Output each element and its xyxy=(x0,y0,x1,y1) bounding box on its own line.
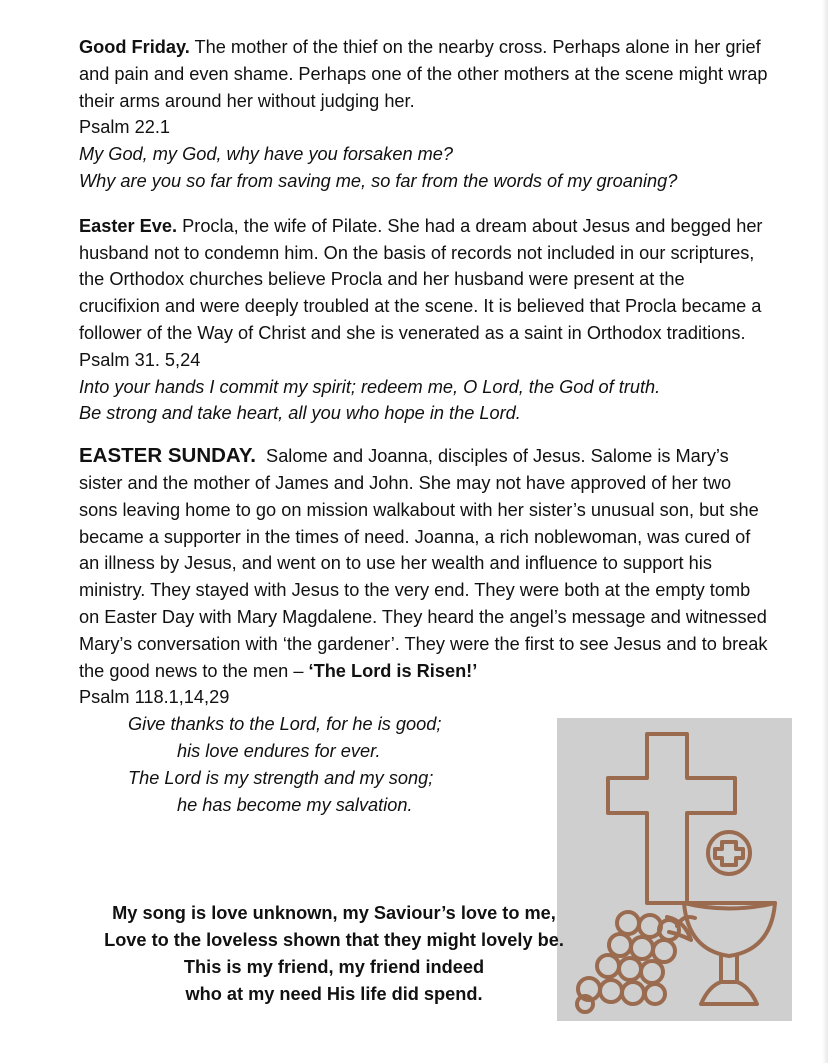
easter-sunday-heading: EASTER SUNDAY. xyxy=(79,444,256,468)
good-friday-verse-1: My God, my God, why have you forsaken me? xyxy=(79,144,454,165)
easter-eve-heading: Easter Eve. xyxy=(79,215,178,236)
easter-sunday-verse-3: The Lord is my strength and my song; xyxy=(128,767,434,788)
easter-sunday-text: Salome and Joanna, disciples of Jesus. Salome is Mary’s sister and the mother of James and John. She may not have approved of her two sons leaving home to go on mission walkabout with her sister’s unusual son, but she became a supporter in the times of need. Joanna, a rich noblewoman, was cured of an illness by Jesus, and went on to use her wealth and influence to support his ministry. They stayed with Jesus to the very end. They were both at the empty tomb on Easter Day with Mary Magdalene. They heard the angel’s message and witnessed Mary’s conversation with ‘the gardener’. They were the first to see Jesus and to break the good news to the men – xyxy=(79,446,773,681)
good-friday-verse-2: Why are you so far from saving me, so far from the words of my groaning? xyxy=(79,170,678,191)
easter-sunday-psalm-ref: Psalm 118.1,14,29 xyxy=(79,687,230,708)
hymn-line-2: Love to the loveless shown that they might lovely be. xyxy=(104,930,564,950)
easter-eve-paragraph xyxy=(79,213,769,347)
easter-sunday-paragraph xyxy=(79,443,773,684)
page-edge xyxy=(822,0,828,1063)
page-content xyxy=(79,34,773,818)
good-friday-heading: Good Friday. xyxy=(79,37,190,57)
easter-eve-psalm-ref: Psalm 31. 5,24 xyxy=(79,349,201,370)
good-friday-section xyxy=(79,34,769,195)
easter-eve-verse-2: Be strong and take heart, all you who hope in the Lord. xyxy=(79,403,521,424)
easter-sunday-verse-1: Give thanks to the Lord, for he is good; xyxy=(128,714,442,735)
good-friday-text: The mother of the thief on the nearby cross. Perhaps alone in her grief and pain and even shame. Perhaps one of the other mothers at the scene might wrap their arms around her without judging her. xyxy=(79,37,768,111)
easter-eve-verse-1: Into your hands I commit my spirit; redeem me, O Lord, the God of truth. xyxy=(79,376,661,397)
hymn-line-4: who at my need His life did spend. xyxy=(185,984,483,1004)
easter-proclamation: ‘The Lord is Risen!’ xyxy=(308,660,478,681)
good-friday-paragraph xyxy=(79,34,769,114)
hymn-line-3: This is my friend, my friend indeed xyxy=(183,957,485,977)
easter-sunday-verse-2: his love endures for ever. xyxy=(177,740,381,761)
good-friday-psalm-ref: Psalm 22.1 xyxy=(79,117,170,138)
easter-sunday-section xyxy=(79,443,773,818)
easter-sunday-verse-4: he has become my salvation. xyxy=(177,794,413,815)
hymn-verse xyxy=(79,900,589,1008)
hymn-line-1: My song is love unknown, my Saviour’s love to me, xyxy=(112,903,556,923)
easter-eve-section xyxy=(79,213,769,427)
easter-eve-text: Procla, the wife of Pilate. She had a dream about Jesus and begged her husband not to condemn him. On the basis of records not included in our scriptures, the Orthodox churches believe Procla and her husband were present at the crucifixion and were deeply troubled at the scene. It is believed that Procla became a follower of the Way of Christ and she is venerated as a saint in Orthodox traditions. xyxy=(79,215,763,343)
